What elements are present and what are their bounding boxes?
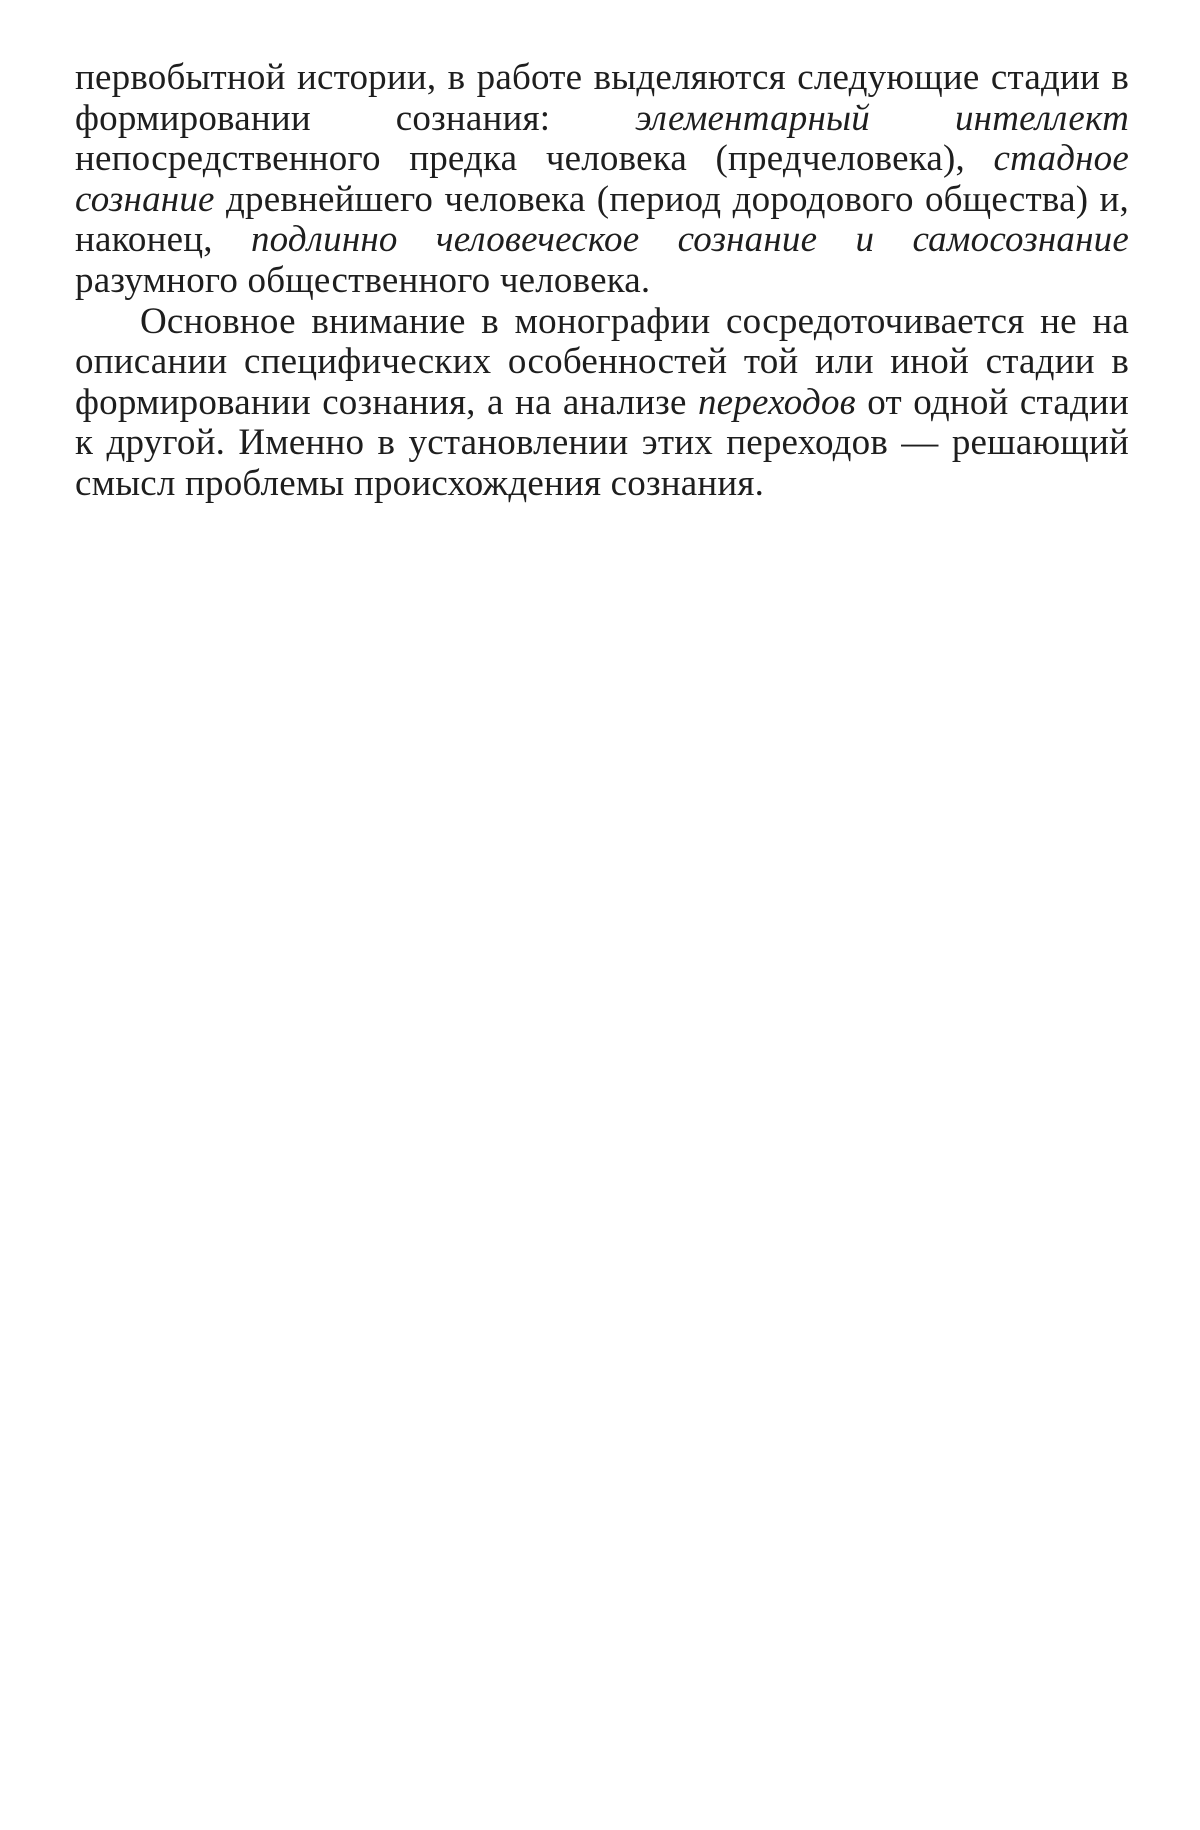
paragraph-stages-of-consciousness <box>75 58 1129 302</box>
italic-term: подлинно человеческое сознание и самосознание <box>250 219 1130 261</box>
italic-term: стадное сознание <box>75 138 1129 220</box>
italic-term: переходов <box>697 381 856 423</box>
text-segment: от одной стадии к другой. Именно в установлении этих переходов — решающий смысл проблемы происхождения сознания. <box>75 381 1129 504</box>
text-segment: непосредственного предка человека (предчеловека), <box>75 138 994 180</box>
text-segment: первобытной истории, в работе выделяются следующие стадии в формировании сознания: <box>75 57 1129 139</box>
text-segment: разумного общественного человека. <box>75 259 651 301</box>
text-segment: Основное внимание в монографии сосредоточивается не на описании специфических особенностей той или иной стадии в формировании сознания, а на анализе <box>75 300 1129 423</box>
italic-term: элементарный интеллект <box>635 97 1129 139</box>
page-text-block <box>75 58 1129 505</box>
paragraph-monograph-focus <box>75 302 1129 505</box>
text-segment: древнейшего человека (период дородового общества) и, наконец, <box>75 178 1129 261</box>
